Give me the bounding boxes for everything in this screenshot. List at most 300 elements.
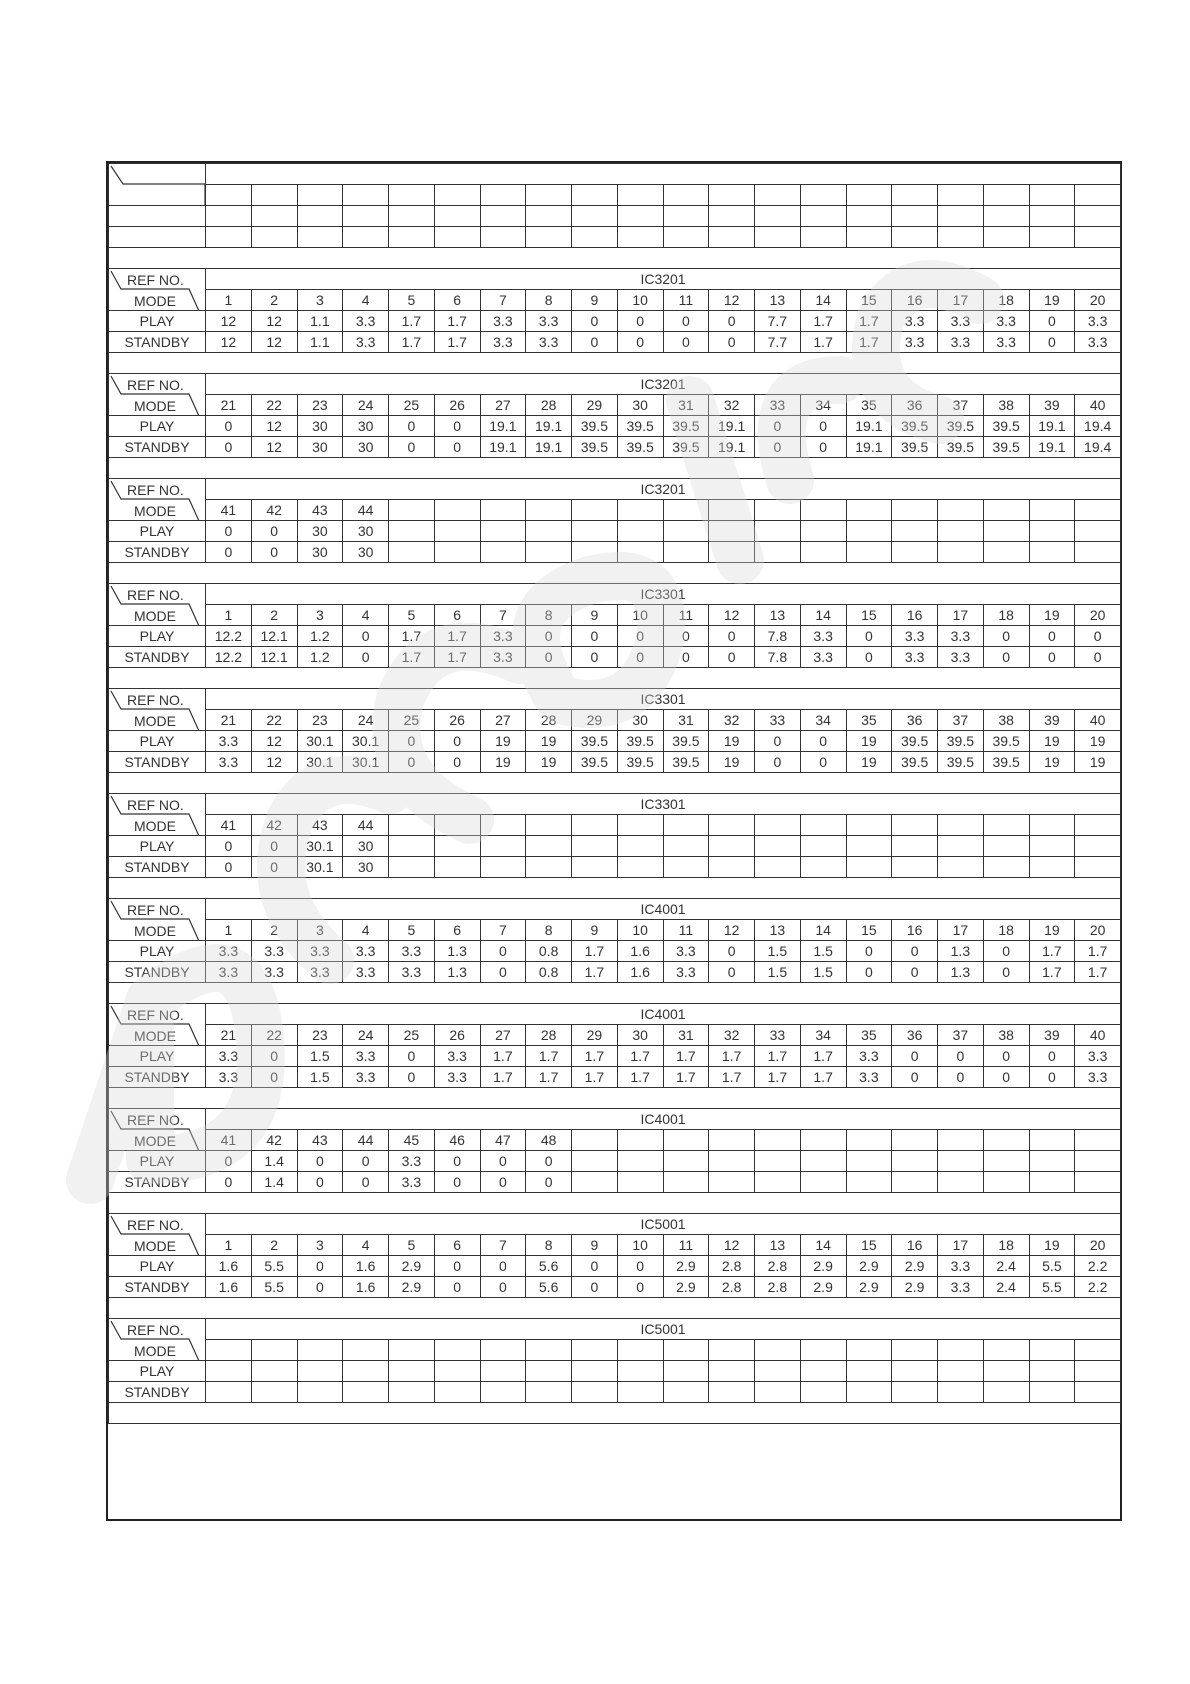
standby-cell [800, 1172, 846, 1193]
mode-cell [800, 815, 846, 836]
mode-cell [983, 1130, 1029, 1151]
mode-cell: 34 [800, 1025, 846, 1046]
play-cell: 1.5 [755, 941, 801, 962]
ref-mode-label [109, 689, 206, 731]
mode-cell: 41 [206, 1130, 252, 1151]
play-cell: 3.3 [389, 1151, 435, 1172]
gap-cell [109, 1193, 1121, 1214]
play-cell [343, 1361, 389, 1382]
standby-cell: 0 [526, 647, 572, 668]
ref-value: IC5001 [206, 1214, 1121, 1235]
gap-cell [109, 983, 1121, 1004]
play-cell: 30 [297, 521, 343, 542]
mode-cell [1029, 815, 1075, 836]
play-cell: 19 [1029, 731, 1075, 752]
standby-cell: 0 [480, 962, 526, 983]
play-cell: 0 [206, 1151, 252, 1172]
play-cell: 12 [251, 731, 297, 752]
standby-cell [206, 1382, 252, 1403]
standby-cell: 12 [206, 332, 252, 353]
standby-cell: 1.5 [800, 962, 846, 983]
standby-row [109, 542, 1121, 563]
header-cell [709, 227, 755, 248]
standby-cell [983, 1172, 1029, 1193]
mode-cell [617, 1340, 663, 1361]
gap-cell [109, 1403, 1121, 1424]
section-gap [109, 1088, 1121, 1109]
play-cell: 3.3 [1075, 1046, 1121, 1067]
mode-cell: 47 [480, 1130, 526, 1151]
play-cell [892, 1361, 938, 1382]
play-cell [480, 521, 526, 542]
mode-cell: 28 [526, 710, 572, 731]
standby-cell: 3.3 [343, 1067, 389, 1088]
standby-cell [846, 542, 892, 563]
mode-cell: 35 [846, 710, 892, 731]
standby-cell [938, 542, 984, 563]
header-cell [1029, 227, 1075, 248]
play-cell: 0 [938, 1046, 984, 1067]
mode-cell [1075, 1340, 1121, 1361]
play-cell [297, 1361, 343, 1382]
play-cell: 0 [800, 731, 846, 752]
mode-cell: 20 [1075, 920, 1121, 941]
standby-cell: 1.4 [251, 1172, 297, 1193]
play-cell [617, 1151, 663, 1172]
ref-value: IC3301 [206, 689, 1121, 710]
section-gap [109, 458, 1121, 479]
play-cell: 19 [709, 731, 755, 752]
ref-value: IC3201 [206, 269, 1121, 290]
mode-row [109, 500, 1121, 521]
ref-label: REF NO. [127, 272, 184, 288]
play-cell: 39.5 [983, 416, 1029, 437]
play-cell: 5.5 [251, 1256, 297, 1277]
standby-cell: 0 [389, 437, 435, 458]
mode-cell: 33 [755, 395, 801, 416]
mode-cell: 9 [572, 605, 618, 626]
mode-cell: 34 [800, 395, 846, 416]
mode-cell: 40 [1075, 395, 1121, 416]
play-cell: 2.8 [755, 1256, 801, 1277]
mode-cell: 44 [343, 815, 389, 836]
standby-cell [983, 542, 1029, 563]
mode-cell: 46 [434, 1130, 480, 1151]
play-cell: 2.9 [892, 1256, 938, 1277]
mode-cell [800, 1340, 846, 1361]
mode-cell [983, 1340, 1029, 1361]
standby-cell: 3.3 [983, 332, 1029, 353]
standby-cell: 5.5 [1029, 1277, 1075, 1298]
standby-cell: 0 [434, 437, 480, 458]
play-cell: 0 [663, 311, 709, 332]
mode-cell [846, 1340, 892, 1361]
mode-cell: 6 [434, 1235, 480, 1256]
standby-cell: 1.7 [434, 332, 480, 353]
header-cell [983, 206, 1029, 227]
mode-cell: 16 [892, 920, 938, 941]
mode-cell: 26 [434, 710, 480, 731]
ref-label: REF NO. [127, 797, 184, 813]
header-row [109, 206, 1121, 227]
standby-cell [1075, 1382, 1121, 1403]
play-cell: 5.6 [526, 1256, 572, 1277]
standby-cell [343, 1382, 389, 1403]
mode-cell: 30 [617, 1025, 663, 1046]
standby-cell: 0 [251, 857, 297, 878]
mode-cell: 17 [938, 920, 984, 941]
ref-row [109, 794, 1121, 815]
play-cell [206, 1361, 252, 1382]
play-cell: 3.3 [206, 1046, 252, 1067]
standby-cell [709, 1382, 755, 1403]
header-cell [251, 206, 297, 227]
mode-cell [846, 500, 892, 521]
header-cell [480, 185, 526, 206]
mode-cell: 14 [800, 1235, 846, 1256]
standby-cell [617, 857, 663, 878]
standby-cell: 30 [343, 542, 389, 563]
mode-cell: 14 [800, 920, 846, 941]
mode-cell: 27 [480, 1025, 526, 1046]
play-cell [1029, 836, 1075, 857]
standby-cell: 2.9 [389, 1277, 435, 1298]
play-cell: 3.3 [434, 1046, 480, 1067]
mode-cell: 6 [434, 290, 480, 311]
standby-label: STANDBY [109, 542, 206, 563]
header-cell [1029, 206, 1075, 227]
header-cell [617, 206, 663, 227]
standby-cell [755, 542, 801, 563]
mode-label: MODE [134, 398, 176, 414]
standby-cell: 1.7 [526, 1067, 572, 1088]
play-cell: 39.5 [892, 731, 938, 752]
header-cell [1075, 206, 1121, 227]
header-cell [663, 227, 709, 248]
standby-cell: 2.4 [983, 1277, 1029, 1298]
play-cell [1075, 836, 1121, 857]
ref-label: REF NO. [127, 587, 184, 603]
standby-cell [389, 1382, 435, 1403]
section-gap [109, 248, 1121, 269]
standby-label: STANDBY [109, 437, 206, 458]
standby-cell: 0 [206, 1172, 252, 1193]
play-cell: 1.3 [938, 941, 984, 962]
standby-cell [938, 857, 984, 878]
standby-cell: 2.9 [663, 1277, 709, 1298]
standby-cell [572, 1172, 618, 1193]
play-cell: 3.3 [251, 941, 297, 962]
mode-cell: 10 [617, 920, 663, 941]
mode-cell: 8 [526, 1235, 572, 1256]
mode-cell: 36 [892, 710, 938, 731]
mode-cell: 13 [755, 290, 801, 311]
ref-label: REF NO. [127, 902, 184, 918]
ref-row [109, 374, 1121, 395]
mode-cell: 14 [800, 290, 846, 311]
standby-cell [526, 1382, 572, 1403]
play-cell [617, 1361, 663, 1382]
standby-cell: 3.3 [343, 962, 389, 983]
play-cell [892, 1151, 938, 1172]
mode-label: MODE [134, 1343, 176, 1359]
standby-cell [800, 857, 846, 878]
standby-cell: 12 [251, 752, 297, 773]
mode-cell: 33 [755, 710, 801, 731]
play-cell: 0 [343, 1151, 389, 1172]
play-cell: 0 [800, 416, 846, 437]
mode-cell: 6 [434, 605, 480, 626]
gap-cell [109, 563, 1121, 584]
standby-cell [297, 1382, 343, 1403]
standby-cell: 12.2 [206, 647, 252, 668]
mode-cell: 3 [297, 920, 343, 941]
header-cell [846, 185, 892, 206]
standby-cell: 19 [526, 752, 572, 773]
ref-label: REF NO. [127, 692, 184, 708]
standby-cell: 0 [800, 437, 846, 458]
play-row [109, 1151, 1121, 1172]
play-cell: 39.5 [617, 731, 663, 752]
play-label: PLAY [109, 836, 206, 857]
header-cell [526, 206, 572, 227]
mode-cell: 19 [1029, 290, 1075, 311]
standby-cell: 1.5 [755, 962, 801, 983]
header-cell [755, 185, 801, 206]
mode-label: MODE [134, 818, 176, 834]
mode-cell: 25 [389, 395, 435, 416]
header-cell [297, 206, 343, 227]
standby-cell [983, 857, 1029, 878]
play-cell: 19.1 [526, 416, 572, 437]
play-cell: 0 [297, 1151, 343, 1172]
standby-cell: 7.7 [755, 332, 801, 353]
play-row [109, 836, 1121, 857]
standby-label: STANDBY [109, 1382, 206, 1403]
mode-cell: 42 [251, 500, 297, 521]
play-cell: 2.9 [846, 1256, 892, 1277]
ref-label: REF NO. [127, 377, 184, 393]
header-cell [206, 227, 252, 248]
ref-row [109, 584, 1121, 605]
mode-cell: 16 [892, 290, 938, 311]
mode-cell: 12 [709, 290, 755, 311]
standby-cell [1075, 542, 1121, 563]
standby-row [109, 1277, 1121, 1298]
mode-cell: 1 [206, 1235, 252, 1256]
play-label: PLAY [109, 941, 206, 962]
mode-row [109, 1235, 1121, 1256]
standby-cell: 3.3 [389, 1172, 435, 1193]
standby-cell [434, 542, 480, 563]
mode-cell: 3 [297, 605, 343, 626]
mode-cell [755, 500, 801, 521]
mode-cell: 34 [800, 710, 846, 731]
ref-value: IC3201 [206, 374, 1121, 395]
header-cell [389, 227, 435, 248]
mode-cell: 26 [434, 395, 480, 416]
standby-cell: 0 [206, 437, 252, 458]
mode-cell: 27 [480, 710, 526, 731]
play-cell: 1.3 [434, 941, 480, 962]
mode-cell: 43 [297, 1130, 343, 1151]
standby-cell [846, 1172, 892, 1193]
play-cell: 39.5 [617, 416, 663, 437]
gap-cell [109, 668, 1121, 689]
mode-cell [297, 1340, 343, 1361]
mode-cell: 12 [709, 920, 755, 941]
standby-cell: 1.3 [938, 962, 984, 983]
standby-cell: 3.3 [434, 1067, 480, 1088]
mode-label: MODE [134, 1028, 176, 1044]
play-cell: 2.4 [983, 1256, 1029, 1277]
play-cell: 0 [251, 836, 297, 857]
mode-cell [755, 1340, 801, 1361]
play-cell [755, 1361, 801, 1382]
mode-cell: 8 [526, 920, 572, 941]
mode-cell [206, 1340, 252, 1361]
standby-cell: 0 [526, 1172, 572, 1193]
mode-cell [892, 815, 938, 836]
ref-row [109, 899, 1121, 920]
mode-cell [709, 815, 755, 836]
standby-cell [572, 857, 618, 878]
standby-cell: 3.3 [892, 647, 938, 668]
mode-cell [938, 500, 984, 521]
header-cell [572, 185, 618, 206]
mode-cell [617, 1130, 663, 1151]
mode-cell [526, 815, 572, 836]
play-cell [663, 1361, 709, 1382]
play-cell: 7.7 [755, 311, 801, 332]
play-cell [663, 1151, 709, 1172]
mode-cell [572, 500, 618, 521]
header-cell [755, 227, 801, 248]
play-cell: 3.3 [938, 1256, 984, 1277]
play-label: PLAY [109, 626, 206, 647]
mode-cell [663, 815, 709, 836]
play-cell: 0 [983, 941, 1029, 962]
standby-cell [709, 857, 755, 878]
play-cell: 0 [297, 1256, 343, 1277]
mode-cell: 23 [297, 710, 343, 731]
ref-row [109, 1004, 1121, 1025]
standby-cell: 39.5 [617, 437, 663, 458]
standby-cell [663, 1172, 709, 1193]
mode-cell: 13 [755, 1235, 801, 1256]
play-cell: 3.3 [800, 626, 846, 647]
standby-cell [938, 1382, 984, 1403]
play-cell: 5.5 [1029, 1256, 1075, 1277]
header-cell [480, 227, 526, 248]
mode-cell: 6 [434, 920, 480, 941]
standby-cell [892, 1382, 938, 1403]
mode-cell [755, 815, 801, 836]
header-cell [251, 185, 297, 206]
mode-cell: 7 [480, 290, 526, 311]
mode-cell: 37 [938, 395, 984, 416]
standby-cell [1029, 857, 1075, 878]
standby-row [109, 1382, 1121, 1403]
mode-cell: 1 [206, 920, 252, 941]
play-cell: 0 [709, 626, 755, 647]
play-cell [938, 836, 984, 857]
standby-cell: 3.3 [251, 962, 297, 983]
mode-cell: 39 [1029, 395, 1075, 416]
standby-row [109, 437, 1121, 458]
standby-cell: 1.7 [1029, 962, 1075, 983]
section-gap [109, 563, 1121, 584]
mode-cell: 11 [663, 290, 709, 311]
standby-cell [709, 542, 755, 563]
play-cell: 1.7 [526, 1046, 572, 1067]
mode-cell: 31 [663, 710, 709, 731]
play-cell: 19 [480, 731, 526, 752]
play-cell: 3.3 [892, 626, 938, 647]
play-cell: 0 [480, 941, 526, 962]
play-cell: 0 [755, 416, 801, 437]
standby-cell: 0 [1029, 332, 1075, 353]
play-cell: 0 [663, 626, 709, 647]
mode-label: MODE [134, 608, 176, 624]
play-cell [800, 521, 846, 542]
gap-cell [109, 458, 1121, 479]
play-cell: 1.7 [755, 1046, 801, 1067]
mode-cell [572, 1130, 618, 1151]
standby-cell [480, 1382, 526, 1403]
play-cell: 19.4 [1075, 416, 1121, 437]
gap-cell [109, 1298, 1121, 1319]
ref-mode-label [109, 794, 206, 836]
mode-cell [526, 500, 572, 521]
standby-cell [572, 542, 618, 563]
standby-cell: 5.5 [251, 1277, 297, 1298]
standby-cell: 0 [892, 962, 938, 983]
play-cell: 30 [297, 416, 343, 437]
standby-cell [663, 542, 709, 563]
mode-cell: 12 [709, 605, 755, 626]
ref-mode-label [109, 899, 206, 941]
play-row [109, 731, 1121, 752]
mode-cell: 7 [480, 605, 526, 626]
mode-cell: 1 [206, 605, 252, 626]
standby-cell: 39.5 [572, 752, 618, 773]
mode-cell: 45 [389, 1130, 435, 1151]
play-cell: 3.3 [206, 941, 252, 962]
standby-cell [1029, 542, 1075, 563]
standby-cell: 1.7 [800, 332, 846, 353]
standby-cell: 12 [251, 332, 297, 353]
standby-cell: 1.7 [572, 962, 618, 983]
play-cell: 30.1 [297, 836, 343, 857]
mode-label: MODE [134, 1133, 176, 1149]
play-cell: 0 [434, 1256, 480, 1277]
standby-row [109, 752, 1121, 773]
mode-cell [938, 1130, 984, 1151]
mode-cell [663, 500, 709, 521]
play-cell: 3.3 [206, 731, 252, 752]
mode-cell: 44 [343, 1130, 389, 1151]
play-cell [846, 521, 892, 542]
ref-mode-label [109, 374, 206, 416]
standby-cell: 0 [389, 1067, 435, 1088]
mode-cell: 11 [663, 1235, 709, 1256]
mode-cell: 22 [251, 1025, 297, 1046]
play-cell [389, 1361, 435, 1382]
standby-cell: 0 [206, 542, 252, 563]
mode-cell: 18 [983, 605, 1029, 626]
mode-cell [617, 500, 663, 521]
